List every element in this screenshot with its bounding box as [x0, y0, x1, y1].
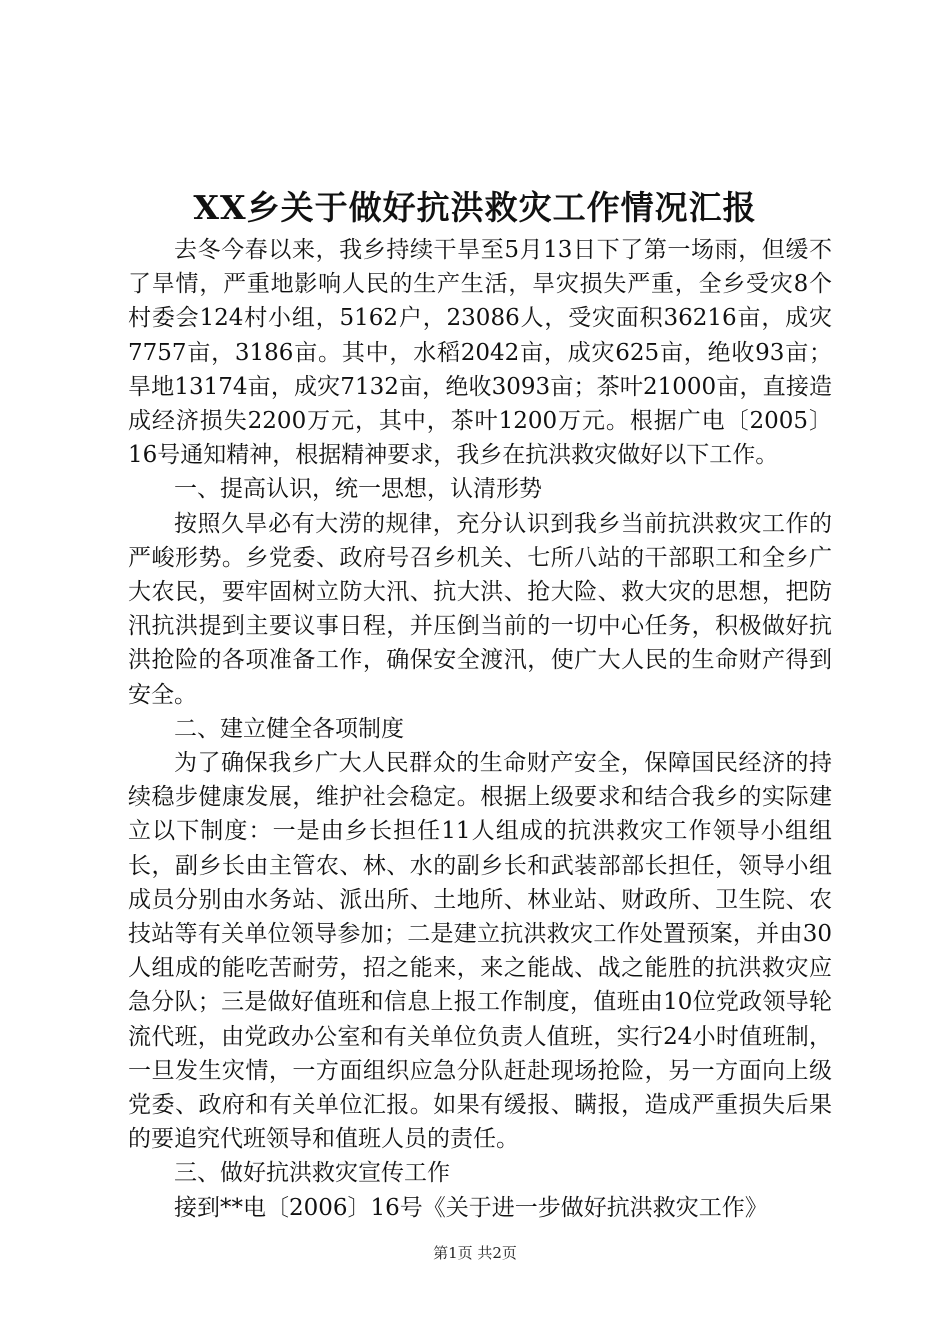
section-heading-1: 一、提高认识，统一思想，认清形势 [174, 476, 542, 503]
paragraph-section-3: 接到**电〔2006〕16号《关于进一步做好抗洪救灾工作》 [174, 1194, 768, 1221]
page-footer: 第1页 共2页 [433, 1244, 517, 1262]
document-body [128, 233, 832, 1225]
section-heading-3: 三、做好抗洪救灾宣传工作 [174, 1160, 450, 1187]
paragraph-section-1: 按照久旱必有大涝的规律，充分认识到我乡当前抗洪救灾工作的严峻形势。乡党委、政府号召乡机关、七所八站的干部职工和全乡广大农民，要牢固树立防大汛、抗大洪、抢大险、救大灾的思想，把防汛抗洪提到主要议事日程，并压倒当前的一切中心任务，积极做好抗洪抢险的各项准备工作，确保安全渡汛，使广大人民的生命财产得到安全。 [128, 510, 832, 708]
section-heading-2: 二、建立健全各项制度 [174, 715, 404, 742]
document-title: XX乡关于做好抗洪救灾工作情况汇报 [193, 188, 757, 227]
paragraph-section-2: 为了确保我乡广大人民群众的生命财产安全，保障国民经济的持续稳步健康发展，维护社会稳定。根据上级要求和结合我乡的实际建立以下制度：一是由乡长担任11人组成的抗洪救灾工作领导小组组长，副乡长由主管农、林、水的副乡长和武装部部长担任，领导小组成员分别由水务站、派出所、土地所、林业站、财政所、卫生院、农技站等有关单位领导参加；二是建立抗洪救灾工作处置预案，并由30人组成的能吃苦耐劳，招之能来，来之能战、战之能胜的抗洪救灾应急分队；三是做好值班和信息上报工作制度，值班由10位党政领导轮流代班，由党政办公室和有关单位负责人值班，实行24小时值班制，一旦发生灾情，一方面组织应急分队赶赴现场抢险，另一方面向上级党委、政府和有关单位汇报。如果有缓报、瞒报，造成严重损失后果的要追究代班领导和值班人员的责任。 [128, 750, 832, 1153]
paragraph-intro: 去冬今春以来，我乡持续干旱至5月13日下了第一场雨，但缓不了旱情，严重地影响人民的生产生活，旱灾损失严重，全乡受灾8个村委会124村小组，5162户，23086人，受灾面积36216亩，成灾7757亩，3186亩。其中，水稻2042亩，成灾625亩，绝收93亩；旱地13174亩，成灾7132亩，绝收3093亩；茶叶21000亩，直接造成经济损失2200万元，其中，茶叶1200万元。根据广电〔2005〕16号通知精神，根据精神要求，我乡在抗洪救灾做好以下工作。 [128, 237, 832, 469]
